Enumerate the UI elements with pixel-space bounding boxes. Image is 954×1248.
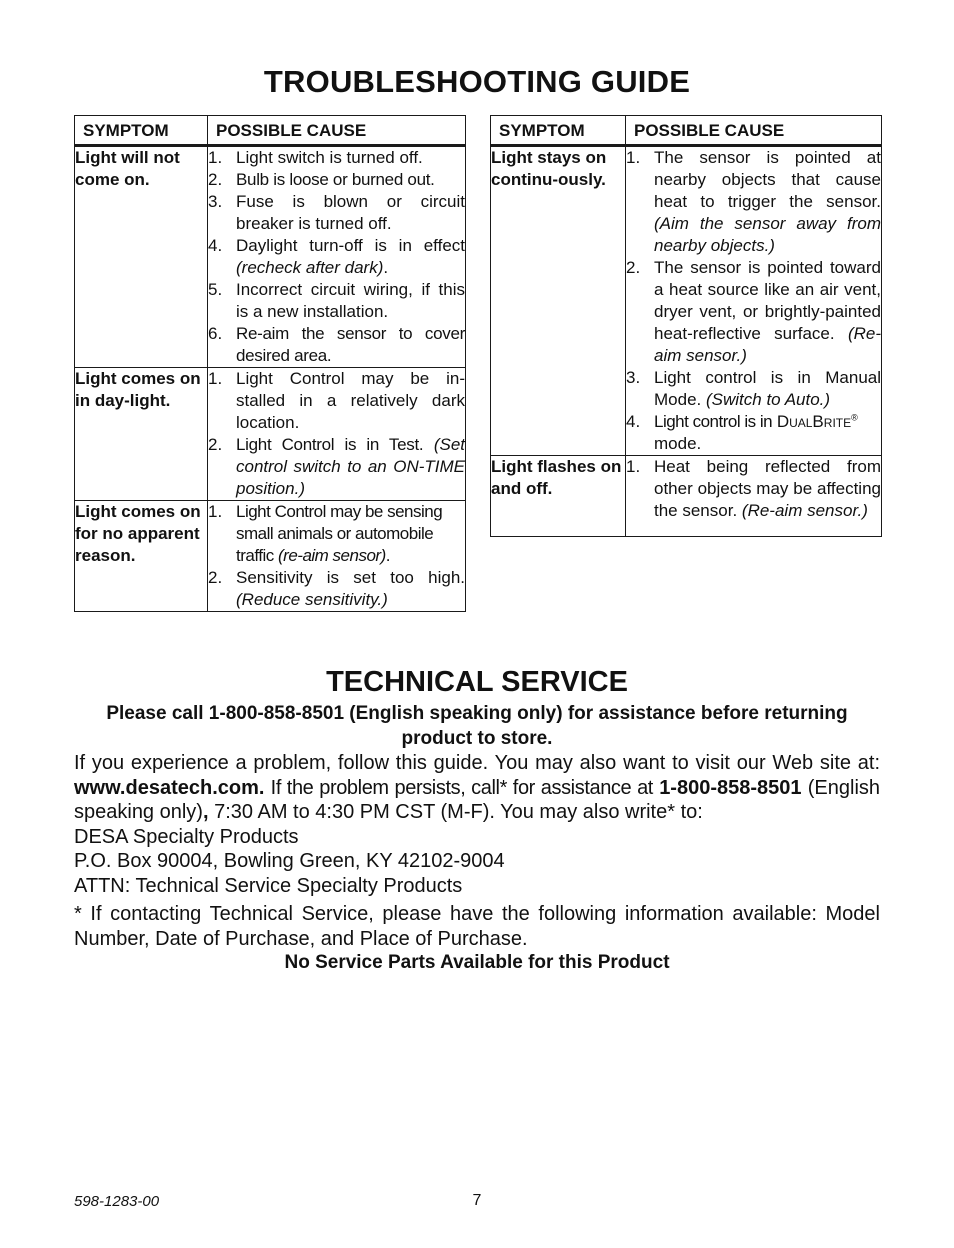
cause-cell <box>626 456 882 537</box>
cause-list <box>208 501 465 611</box>
list-item: 5. Incorrect circuit wiring, if this is a new installation. <box>208 280 465 321</box>
footnote: * If contacting Technical Service, please have the following information available: Model Number, Date of Purchase, and Place of Purchase. <box>74 903 880 950</box>
technical-service-title: TECHNICAL SERVICE <box>326 666 628 698</box>
list-item: 4. Daylight turn-off is in effect (recheck after dark). <box>208 236 465 277</box>
cause-cell <box>208 368 466 501</box>
page-title: TROUBLESHOOTING GUIDE <box>263 64 691 99</box>
troubleshooting-table-right <box>490 115 882 537</box>
list-item: 2. Light Control is in Test. (Set control switch to an ON-TIME position.) <box>208 435 465 498</box>
address-line: P.O. Box 90004, Bowling Green, KY 42102-9004 <box>74 850 505 872</box>
list-item: 2. Sensitivity is set too high. (Reduce sensitivity.) <box>208 568 465 609</box>
page-number: 7 <box>472 1192 482 1209</box>
symptom-header: SYMPTOM <box>75 116 208 146</box>
technical-service-body <box>74 751 880 976</box>
list-item: 2. Bulb is loose or burned out. <box>208 170 435 189</box>
possible-cause-header: POSSIBLE CAUSE <box>208 116 466 146</box>
part-number: 598-1283-00 <box>74 1193 160 1210</box>
address-line: DESA Specialty Products <box>74 825 299 848</box>
symptom-cell: Light flashes on and off. <box>491 456 626 537</box>
service-paragraph: If you experience a problem, follow this guide. You may also want to visit our Web site at: www.desatech.com. If the problem persists, call* for assistance at 1-800-858-8501 (English speaking only), 7:30 AM to 4:30 PM CST (M-F). You may also write* to: <box>74 752 881 823</box>
table-row <box>75 501 466 612</box>
cause-cell <box>208 146 466 368</box>
cause-list <box>208 368 465 500</box>
list-item: 1. Light Control may be sensing small animals or automobile traffic (re-aim sensor). <box>208 502 443 565</box>
troubleshooting-table-left <box>74 115 466 612</box>
cause-cell <box>626 146 882 456</box>
possible-cause-header: POSSIBLE CAUSE <box>626 116 882 146</box>
table-row <box>491 146 882 456</box>
list-item: 1. Heat being reflected from other objects may be affecting the sensor. (Re-aim sensor.) <box>626 457 881 520</box>
list-item: 6. Re-aim the sensor to cover desired area. <box>208 324 465 365</box>
call-notice: Please call 1-800-858-8501 (English speaking only) for assistance before returning product to store. <box>106 703 848 749</box>
table-row <box>75 146 466 368</box>
website-link[interactable]: www.desatech.com. <box>74 776 265 799</box>
cause-list <box>208 147 465 367</box>
list-item: 3. Light control is in Manual Mode. (Switch to Auto.) <box>626 368 881 409</box>
symptom-cell: Light comes on for no apparent reason. <box>75 501 208 612</box>
table-row <box>75 368 466 501</box>
list-item: 2. The sensor is pointed toward a heat source like an air vent, dryer vent, or brightly-painted heat-reflective surface. (Re-aim sensor.) <box>626 258 881 365</box>
cause-cell <box>208 501 466 612</box>
table-row <box>491 456 882 537</box>
no-parts-notice: No Service Parts Available for this Product <box>284 952 670 973</box>
symptom-cell: Light stays on continu-ously. <box>491 146 626 456</box>
list-item: 1. Light Control may be in-stalled in a relatively dark location. <box>208 369 465 432</box>
symptom-header: SYMPTOM <box>491 116 626 146</box>
symptom-cell: Light will not come on. <box>75 146 208 368</box>
dualbrite-brand: DualBrite <box>776 412 852 431</box>
address-line: ATTN: Technical Service Specialty Products <box>74 874 463 897</box>
table-header-row <box>491 116 882 146</box>
symptom-cell: Light comes on in day-light. <box>75 368 208 501</box>
cause-list <box>626 147 881 455</box>
cause-list <box>626 456 881 522</box>
list-item: 3. Fuse is blown or circuit breaker is turned off. <box>208 192 465 233</box>
list-item: 4. Light control is in DualBrite® mode. <box>626 412 858 453</box>
table-header-row <box>75 116 466 146</box>
phone-number: 1-800-858-8501 <box>659 776 802 799</box>
list-item: 1. The sensor is pointed at nearby objects that cause heat to trigger the sensor. (Aim the sensor away from nearby objects.) <box>626 148 881 255</box>
list-item: 1. Light switch is turned off. <box>208 148 423 167</box>
